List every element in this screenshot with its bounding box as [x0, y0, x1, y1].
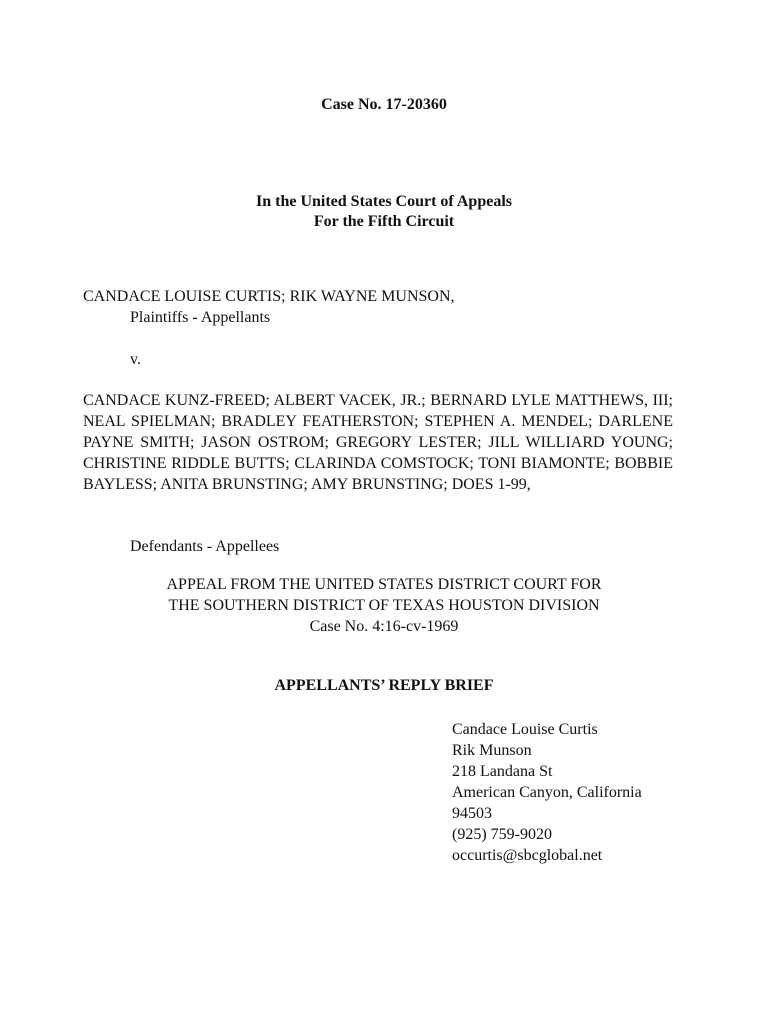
versus: v. — [130, 351, 141, 368]
case-number: Case No. 17-20360 — [321, 96, 447, 113]
court-circuit: For the Fifth Circuit — [313, 213, 455, 230]
court-name: In the United States Court of Appeals — [255, 193, 512, 210]
brief-title: APPELLANTS’ REPLY BRIEF — [274, 677, 494, 694]
plaintiffs-role: Plaintiffs - Appellants — [130, 309, 271, 326]
contact-name-2: Rik Munson — [452, 742, 532, 759]
court-heading — [0, 192, 768, 232]
contact-email: occurtis@sbcglobal.net — [452, 847, 603, 864]
appeal-heading — [0, 574, 768, 637]
contact-phone: (925) 759-9020 — [452, 826, 552, 843]
defendants-role: Defendants - Appellees — [130, 538, 280, 555]
plaintiffs-names: CANDACE LOUISE CURTIS; RIK WAYNE MUNSON, — [83, 288, 455, 305]
appeal-line-1: APPEAL FROM THE UNITED STATES DISTRICT COURT FOR — [166, 576, 602, 593]
appeal-line-2: THE SOUTHERN DISTRICT OF TEXAS HOUSTON DIVISION — [168, 597, 600, 614]
district-case-number: Case No. 4:16-cv-1969 — [309, 618, 459, 635]
defendants-names: CANDACE KUNZ-FREED; ALBERT VACEK, JR.; BERNARD LYLE MATTHEWS, III; NEAL SPIELMAN; BRADLEY FEATHERSTON; STEPHEN A. MENDEL; DARLENE PAYNE SMITH; JASON OSTROM; GREGORY LESTER; JILL WILLIARD YOUNG; CHRISTINE RIDDLE BUTTS; CLARINDA COMSTOCK; TONI BIAMONTE; BOBBIE BAYLESS; ANITA BRUNSTING; AMY BRUNSTING; DOES 1-99, — [83, 392, 673, 493]
contact-city: American Canyon, California — [452, 784, 642, 801]
contact-name-1: Candace Louise Curtis — [452, 721, 598, 738]
contact-street: 218 Landana St — [452, 763, 553, 780]
contact-block — [452, 719, 642, 866]
contact-zip: 94503 — [452, 805, 492, 822]
